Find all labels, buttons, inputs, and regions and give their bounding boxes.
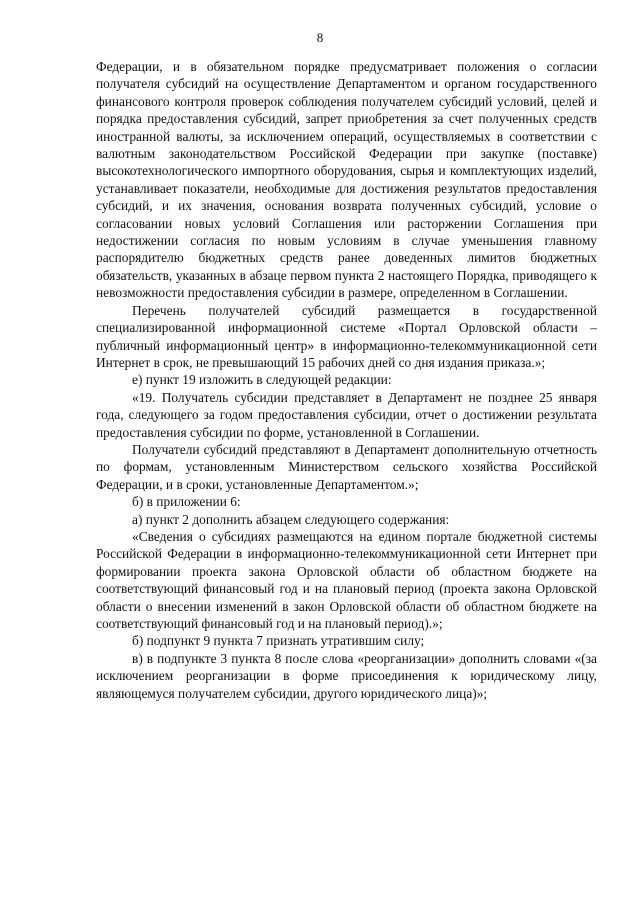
- page-number: 8: [316, 30, 324, 45]
- paragraph-1: Федерации, и в обязательном порядке предусматривает положения о согласии получателя субсидий на осуществление Департаментом и органом государственного финансового контроля проверок соблюдения получателем субсидий условий, целей и порядка предоставления субсидий, запрет приобретения за счет полученных средств иностранной валюты, за исключением операций, осуществляемых в соответствии с валютным законодательством Российской Федерации при закупке (поставке) высокотехнологического импортного оборудования, сырья и комплектующих изделий, устанавливает показатели, необходимые для достижения результатов предоставления субсидий, и их значения, основания возврата полученных субсидий, условие о согласовании новых условий Соглашения или расторжении Соглашения при недостижении согласия по новым условиям в случае уменьшения главному распорядителю бюджетных средств ранее доведенных лимитов бюджетных обязательств, указанных в абзаце первом пункта 2 настоящего Порядка, приводящего к невозможности предоставления субсидии в размере, определенном в Соглашении.: [96, 59, 597, 301]
- paragraph-4: «19. Получатель субсидии представляет в Департамент не позднее 25 января года, следующего за годом предоставления субсидии, отчет о достижении результата предоставления субсидии по форме, установленной в Соглашении.: [96, 389, 597, 440]
- paragraph-2: Перечень получателей субсидий размещается в государственной специализированной информационной системе «Портал Орловской области – публичный информационный центр» в информационно-телекоммуникационной сети Интернет в срок, не превышающий 15 рабочих дней со дня издания приказа.»;: [96, 302, 597, 370]
- paragraph-5: Получатели субсидий представляют в Департамент дополнительную отчетность по формам, установленным Министерством сельского хозяйства Российской Федерации, и в сроки, установленные Департаментом.»;: [96, 441, 597, 492]
- paragraph-10: в) в подпункте 3 пункта 8 после слова «реорганизации» дополнить словами «(за исключением реорганизации в форме присоединения к юридическому лицу, являющемуся получателем субсидии, другого юридического лица)»;: [96, 650, 597, 701]
- paragraph-8: «Сведения о субсидиях размещаются на едином портале бюджетной системы Российской Федерации в информационно-телекоммуникационной сети Интернет при формировании проекта закона Орловской области об областном бюджете на соответствующий финансовый год и на плановый период (проекта закона Орловской области о внесении изменений в закон Орловской области об областном бюджете на соответствующий финансовый год и на плановый период).»;: [96, 528, 597, 631]
- document-body: [96, 58, 597, 702]
- paragraph-3: е) пункт 19 изложить в следующей редакции:: [132, 372, 392, 388]
- paragraph-7: а) пункт 2 дополнить абзацем следующего содержания:: [132, 511, 450, 527]
- paragraph-6: б) в приложении 6:: [132, 494, 241, 510]
- paragraph-9: б) подпункт 9 пункта 7 признать утратившим силу;: [132, 633, 425, 649]
